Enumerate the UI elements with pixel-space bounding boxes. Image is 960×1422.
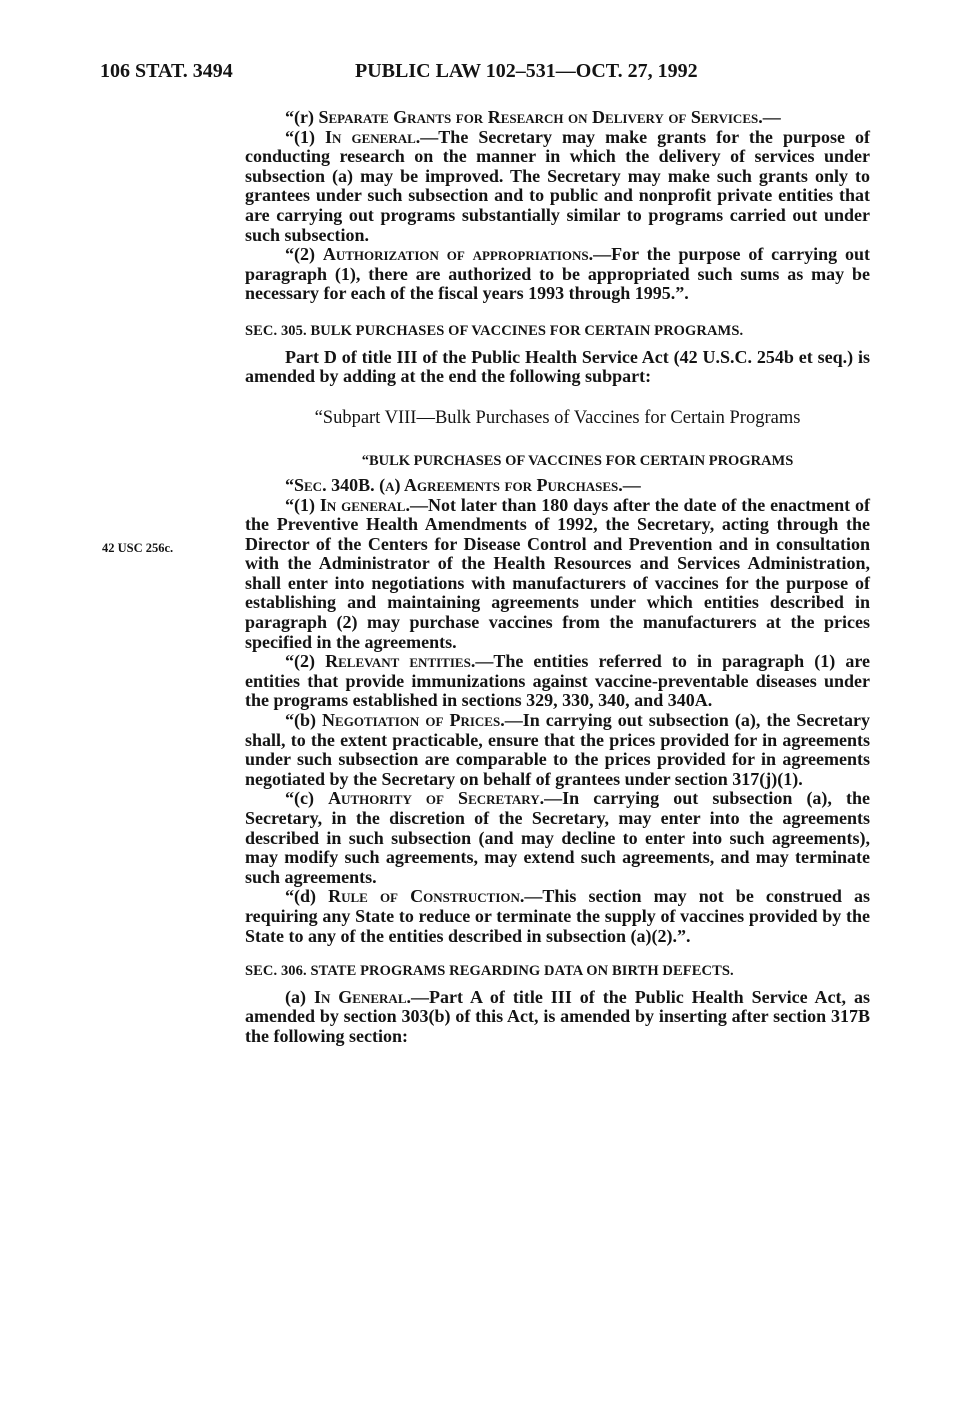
paragraph-a1: “(1) In general.—Not later than 180 days after the date of the enactment of the Preventive Health Amendments of 1992, the Secretary, acting through the Director of the Centers for Disease Control and Prevention and in consultation with the Administrator of the Health Resources and Services Administration, shall enter into negotiations with manufacturers of vaccines for the purpose of establishing and maintaining agreements under which entities described in paragraph (2) may purchase vaccines from the manufacturers at the prices specified in the agreements. (245, 494, 870, 652)
subsection-r-title: Separate Grants for Research on Delivery of Services (318, 107, 759, 127)
subsection-d-label: Rule of Construction (328, 886, 520, 907)
subsection-b: “(b) Negotiation of Prices.—In carrying out subsection (a), the Secretary shall, to the extent practicable, ensure that the prices provided for in agreements under such subsection are comparable to the prices provided for in agreements negotiated by the Secretary on behalf of grantees under section 317(j)(1). (245, 710, 871, 789)
paragraph-a2-label: Relevant entities (325, 651, 471, 672)
paragraph-a2: “(2) Relevant entities.—The entities referred to in paragraph (1) are entities that provide immunizations against vaccine-preventable diseases under the programs established in sections 329, 330, 340, and 340A. (245, 651, 870, 711)
paragraph-r1: “(1) In general.—The Secretary may make grants for the purpose of conducting research on the manner in which the delivery of services under subsection (a) may be improved. The Secretary may make such grants only to grantees under such subsection and to public and nonprofit private entities that are carrying out programs substantially similar to programs carried out under such subsection. (245, 126, 871, 245)
subsection-b-label: Negotiation of Prices (322, 710, 501, 731)
subsection-d: “(d) Rule of Construction.—This section may not be construed as requiring any State to reduce or terminate the supply of vaccines provided by the State to any of the entities described in subsection (a)(2).”. (245, 886, 871, 946)
subsection-r-heading: “(r) Separate Grants for Research on Delivery of Services.— (285, 107, 781, 127)
public-law-title: PUBLIC LAW 102–531—OCT. 27, 1992 (355, 60, 698, 82)
margin-citation: 42 USC 256c. (102, 541, 174, 555)
paragraph-a1-label: In general (319, 494, 406, 515)
subpart-viii-title: “Subpart VIII—Bulk Purchases of Vaccines for Certain Programs (314, 407, 801, 428)
paragraph-r2-label: Authorization of appropriations (322, 244, 589, 265)
subsection-a-title: Agreements for Purchases (403, 474, 619, 495)
section-group-heading: “BULK PURCHASES OF VACCINES FOR CERTAIN PROGRAMS (361, 453, 794, 470)
subsection-c-label: Authority of Secretary (328, 788, 540, 809)
section-305-title: SEC. 305. BULK PURCHASES OF VACCINES FOR CERTAIN PROGRAMS. (245, 322, 744, 339)
section-305-text: Part D of title III of the Public Health Service Act (42 U.S.C. 254b et seq.) is amended by adding at the end the following subpart: (245, 346, 870, 387)
section-340b-heading: “Sec. 340B. (a) Agreements for Purchases.— (285, 474, 641, 495)
paragraph-r1-label: In general (325, 126, 416, 147)
subsection-c: “(c) Authority of Secretary.—In carrying out subsection (a), the Secretary, in the discretion of the Secretary, may enter into the agreements described in such subsection (and may decline to enter into such agreements), may modify such agreements, may extend such agreements, and may terminate such agreements. (245, 788, 870, 887)
section-306-a-label: In General (313, 986, 407, 1007)
statute-text (245, 108, 870, 1047)
paragraph-r2: “(2) Authorization of appropriations.—For the purpose of carrying out paragraph (1), there are authorized to be appropriated such sums as may be necessary for each of the fiscal years 1993 through 1995.”. (245, 244, 870, 304)
section-306-title: SEC. 306. STATE PROGRAMS REGARDING DATA ON BIRTH DEFECTS. (245, 963, 734, 980)
stat-page-reference: 106 STAT. 3494 (100, 60, 233, 82)
section-306-subsection-a: (a) In General.—Part A of title III of the Public Health Service Act, as amended by section 303(b) of this Act, is amended by inserting after section 317B the following section: (245, 986, 870, 1046)
